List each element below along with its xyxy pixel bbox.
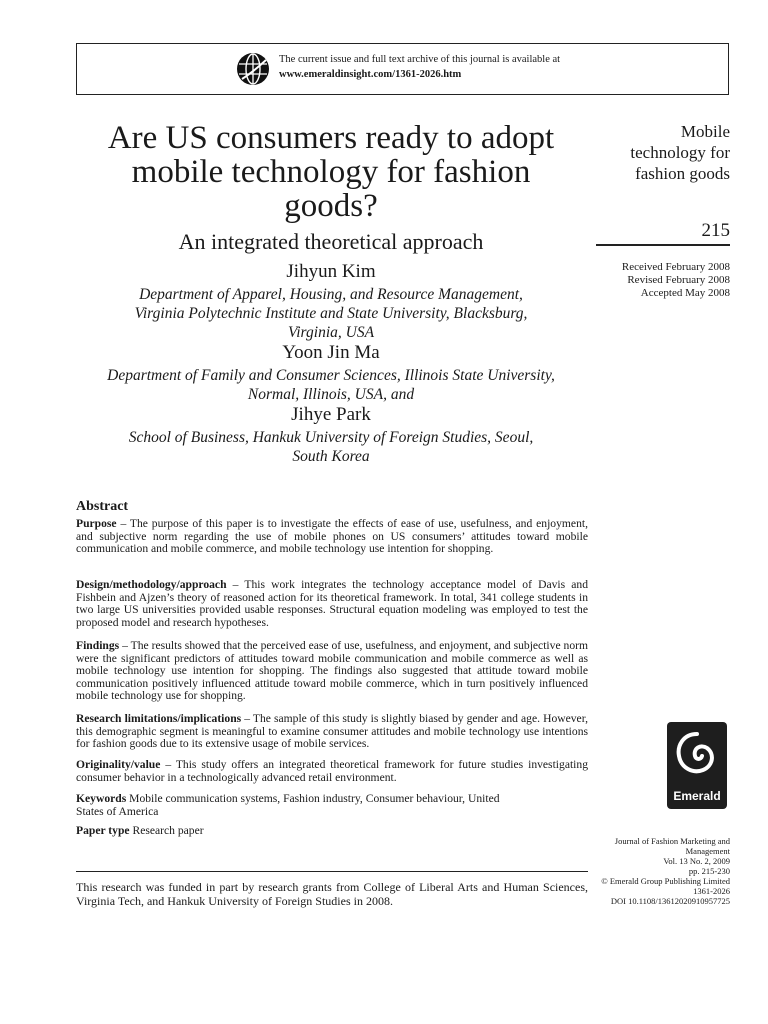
journal-name: Journal of Fashion Marketing and xyxy=(614,836,730,846)
journal-name-cont: Management xyxy=(685,846,730,856)
running-head-line: Mobile xyxy=(680,122,730,141)
title-line: Are US consumers ready to adopt xyxy=(107,120,555,156)
abstract-heading: Abstract xyxy=(76,499,129,514)
section-text: – This work integrates the technology acceptance model of Davis and Fishbein and Ajzen’s theory of reasoned action for its theoretical framework. In total, 341 college students in two large US universities provided usable responses. Structural equation modeling was employed to test the proposed model and research hypotheses. xyxy=(76,578,588,629)
page-range: pp. 215-230 xyxy=(688,866,730,876)
author-name: Jihyun Kim xyxy=(286,261,376,282)
section-label: Purpose xyxy=(76,517,117,530)
author-name: Jihye Park xyxy=(291,404,371,425)
section-label: Paper type xyxy=(76,824,130,837)
doi-link[interactable]: DOI 10.1108/13612020910957725 xyxy=(610,896,730,906)
abstract-paper-type xyxy=(76,825,588,838)
page-number: 215 xyxy=(701,220,730,241)
abstract-purpose xyxy=(76,518,588,556)
affiliation-line: Virginia Polytechnic Institute and State University, Blacksburg, xyxy=(134,305,528,322)
submission-dates xyxy=(596,261,730,300)
volume-issue: Vol. 13 No. 2, 2009 xyxy=(663,856,730,866)
section-text: – The purpose of this paper is to investigate the effects of ease of use, usefulness, and enjoyment, and subjective norm regarding the use of mobile phones on US consumers’ attitudes toward mobile communication and mobile commerce, and mobile technology use intention for shopping. xyxy=(76,517,588,555)
affiliation-line: School of Business, Hankuk University of Foreign Studies, Seoul, xyxy=(128,429,534,446)
issn: 1361-2026 xyxy=(693,886,730,896)
section-text: Mobile communication systems, Fashion industry, Consumer behaviour, United States of America xyxy=(76,792,500,818)
affiliation-line: South Korea xyxy=(292,448,370,465)
footnote-rule xyxy=(76,871,588,872)
title-line: goods? xyxy=(284,188,378,224)
section-text: Research paper xyxy=(129,824,204,837)
author-affiliation xyxy=(70,285,592,342)
globe-icon xyxy=(236,52,270,86)
journal-url-link[interactable]: www.emeraldinsight.com/1361-2026.htm xyxy=(279,69,462,80)
section-label: Keywords xyxy=(76,792,127,805)
paper-title xyxy=(70,121,592,223)
received-date: Received February 2008 xyxy=(621,261,730,273)
section-label: Findings xyxy=(76,639,120,652)
revised-date: Revised February 2008 xyxy=(627,274,730,286)
affiliation-line: Virginia, USA xyxy=(287,324,375,341)
abstract-originality xyxy=(76,759,588,784)
affiliation-line: Department of Apparel, Housing, and Resource Management, xyxy=(139,286,523,303)
section-label: Research limitations/implications xyxy=(76,712,242,725)
author-affiliation xyxy=(70,366,592,404)
archive-notice: The current issue and full text archive of this journal is available at xyxy=(279,54,561,65)
abstract-limitations xyxy=(76,713,588,751)
affiliation-line: Department of Family and Consumer Sciences, Illinois State University, xyxy=(107,367,555,384)
accepted-date: Accepted May 2008 xyxy=(640,287,730,299)
author-name: Yoon Jin Ma xyxy=(282,342,380,363)
abstract-keywords xyxy=(76,793,506,818)
paper-subtitle: An integrated theoretical approach xyxy=(178,229,484,254)
running-head-line: technology for xyxy=(630,143,730,162)
funding-footnote: This research was funded in part by research grants from College of Liberal Arts and Human Sciences, Virginia Tech, and Hankuk University of Foreign Studies in 2008. xyxy=(76,880,588,908)
emerald-swirl-icon xyxy=(667,722,727,788)
running-head xyxy=(596,121,730,184)
title-line: mobile technology for fashion xyxy=(131,154,531,190)
journal-citation xyxy=(590,836,730,906)
margin-rule xyxy=(596,244,730,246)
running-head-line: fashion goods xyxy=(635,164,730,183)
emerald-logo-text: Emerald xyxy=(673,789,721,803)
abstract-design xyxy=(76,579,588,629)
affiliation-line: Normal, Illinois, USA, and xyxy=(247,386,415,403)
abstract-findings xyxy=(76,640,588,703)
section-label: Originality/value xyxy=(76,758,161,771)
section-text: – The sample of this study is slightly biased by gender and age. However, this demographic segment is meaningful to examine consumer attitudes and mobile technology use intentions for fashion goods due to its extensive usage of mobile services. xyxy=(76,712,588,750)
section-label: Design/methodology/approach xyxy=(76,578,227,591)
section-text: – The results showed that the perceived ease of use, usefulness, and enjoyment, and subjective norm were the significant predictors of attitudes toward mobile communication and mobile commerce as well as mobile technology use intention for shopping. The findings also suggested that attitude toward mobile communication positively influenced attitude toward mobile commerce, which in turn positively influenced mobile technology use for shopping. xyxy=(76,639,588,702)
copyright: © Emerald Group Publishing Limited xyxy=(601,876,730,886)
author-affiliation xyxy=(70,428,592,466)
section-text: – This study offers an integrated theoretical framework for future studies investigating consumer behavior in a technologically advanced retail environment. xyxy=(76,758,588,784)
